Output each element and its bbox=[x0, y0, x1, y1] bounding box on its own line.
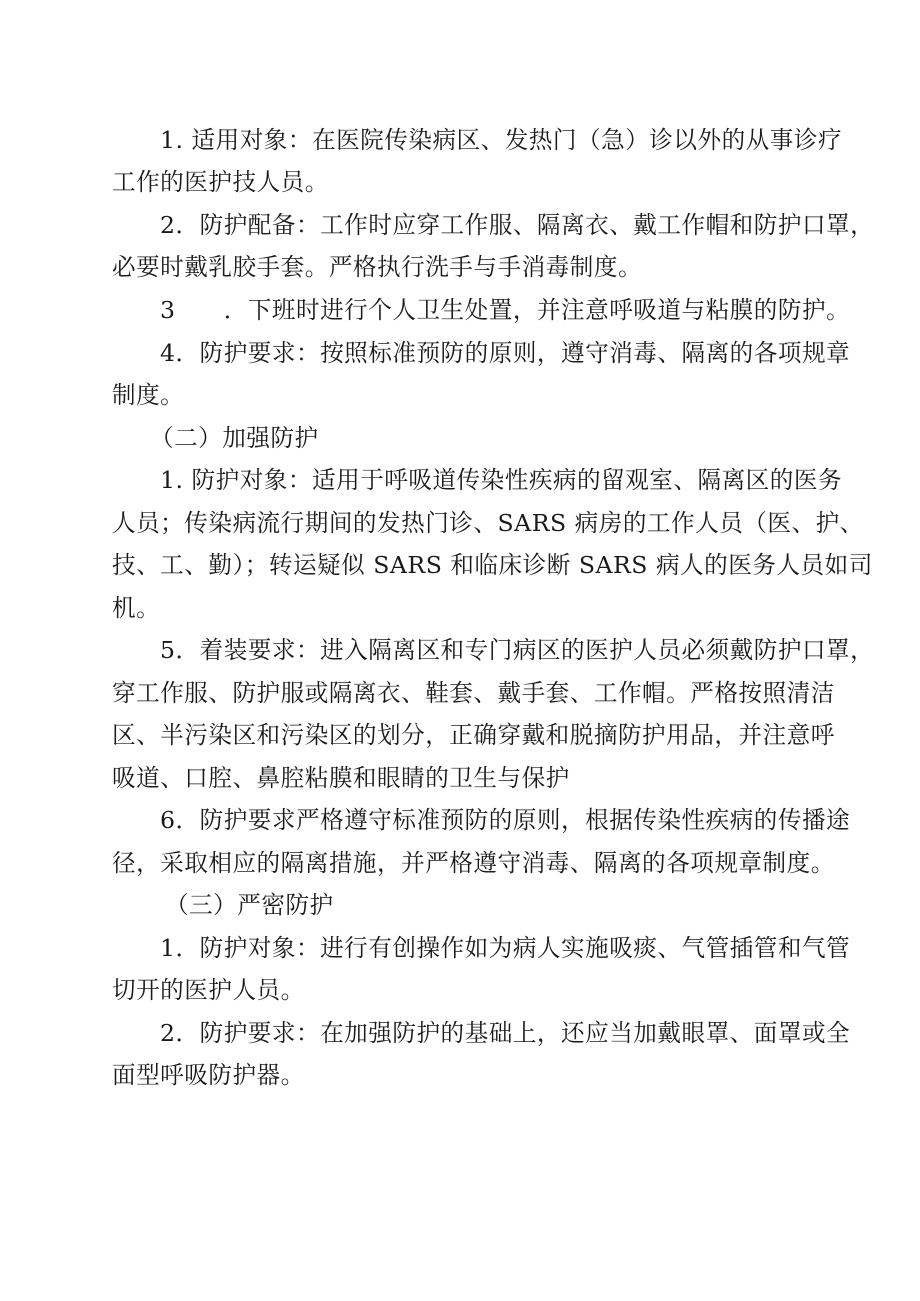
text-line: 面型呼吸防护器。 bbox=[112, 1061, 305, 1089]
text-line: 工作的医护技人员。 bbox=[112, 168, 329, 196]
text-line: 吸道、口腔、鼻腔粘膜和眼睛的卫生与保护 bbox=[112, 764, 570, 792]
text-line: 2．防护要求：在加强防护的基础上，还应当加戴眼罩、面罩或全 bbox=[160, 1019, 851, 1047]
text-line: 穿工作服、防护服或隔离衣、鞋套、戴手套、工作帽。严格按照清洁 bbox=[112, 679, 835, 707]
text-line: 切开的医护人员。 bbox=[112, 976, 305, 1004]
text-line: 1. 适用对象：在医院传染病区、发热门（急）诊以外的从事诊疗 bbox=[160, 126, 843, 154]
text-line: 3 ．下班时进行个人卫生处置，并注意呼吸道与粘膜的防护。 bbox=[160, 296, 851, 324]
text-line: 6．防护要求严格遵守标准预防的原则，根据传染性疾病的传播途 bbox=[160, 806, 851, 834]
text-line: 4．防护要求：按照标准预防的原则，遵守消毒、隔离的各项规章 bbox=[160, 339, 851, 367]
text-line: 技、工、勤）；转运疑似 SARS 和临床诊断 SARS 病人的医务人员如司 bbox=[112, 551, 873, 579]
text-line: 机。 bbox=[112, 594, 161, 622]
text-line: 制度。 bbox=[112, 381, 185, 409]
section-heading: （三）严密防护 bbox=[165, 891, 334, 919]
text-line: 1．防护对象：进行有创操作如为病人实施吸痰、气管插管和气管 bbox=[160, 934, 851, 962]
text-line: 区、半污染区和污染区的划分，正确穿戴和脱摘防护用品，并注意呼 bbox=[112, 721, 835, 749]
text-line: 5．着装要求：进入隔离区和专门病区的医护人员必须戴防护口罩， bbox=[160, 636, 875, 664]
text-line: 必要时戴乳胶手套。严格执行洗手与手消毒制度。 bbox=[112, 253, 643, 281]
text-line: 人员；传染病流行期间的发热门诊、SARS 病房的工作人员（医、护、 bbox=[112, 509, 864, 537]
text-line: 2．防护配备：工作时应穿工作服、隔离衣、戴工作帽和防护口罩， bbox=[160, 211, 875, 239]
text-line: 1. 防护对象：适用于呼吸道传染性疾病的留观室、隔离区的医务 bbox=[160, 466, 843, 494]
section-heading: （二）加强防护 bbox=[150, 424, 319, 452]
text-line: 径，采取相应的隔离措施，并严格遵守消毒、隔离的各项规章制度。 bbox=[112, 849, 835, 877]
